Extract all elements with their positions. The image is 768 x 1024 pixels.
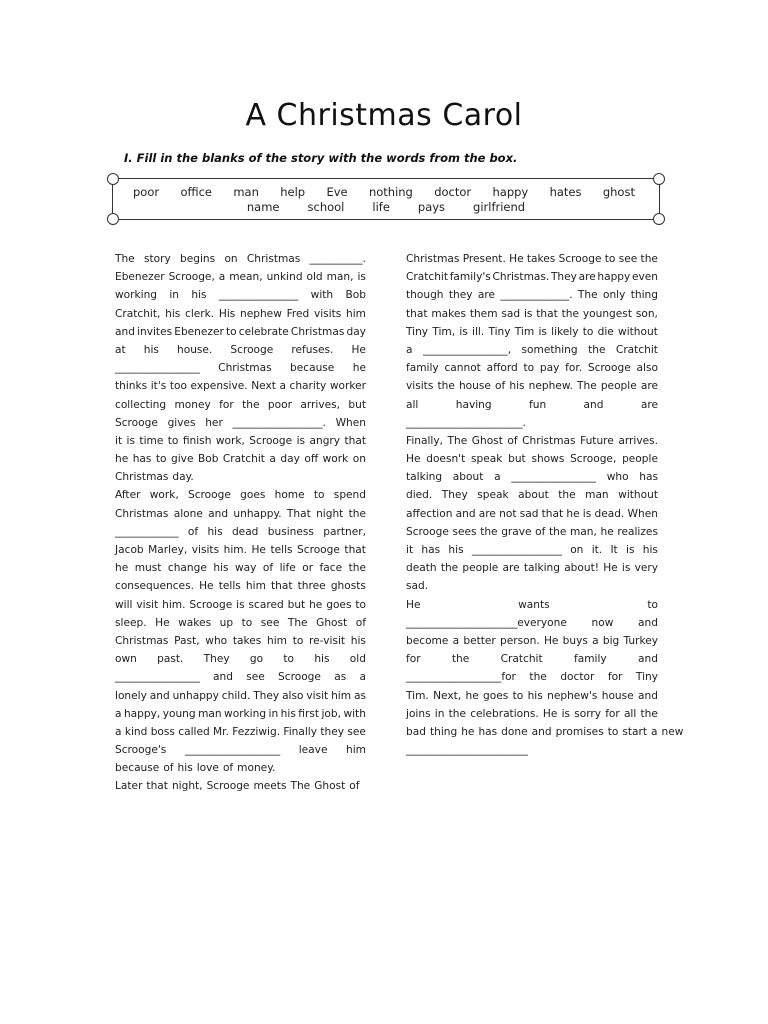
story-line: visits the house of his nephew. The people are	[406, 380, 658, 393]
word-box-row-1	[113, 185, 659, 199]
story-line: _____________________everyone now and	[406, 616, 658, 629]
exercise-instruction: I. Fill in the blanks of the story with the words from the box.	[124, 151, 518, 165]
story-line: talking about a ________________ who has	[406, 471, 658, 484]
story-line: death the people are talking about! He is very	[406, 562, 658, 575]
story-line: Jacob Marley, visits him. He tells Scrooge that	[115, 544, 366, 556]
word-box-word: girlfriend	[473, 200, 526, 214]
story-line: Christmas day.	[115, 471, 194, 484]
story-line: _______________________	[406, 744, 528, 757]
story-line: The story begins on Christmas __________.	[115, 253, 366, 265]
story-line: he has to give Bob Cratchit a day off work on	[115, 453, 366, 466]
story-line: it is time to finish work, Scrooge is angry that	[115, 434, 366, 447]
word-box-word: man	[233, 185, 259, 199]
word-box-word: hates	[549, 185, 582, 199]
word-box	[112, 178, 660, 220]
word-box-word: Eve	[326, 185, 348, 199]
word-box-row-2	[113, 200, 659, 214]
story-line: ______________________.	[406, 416, 526, 429]
corner-notch	[107, 213, 119, 225]
story-line: that makes them sad is that the youngest son,	[406, 307, 658, 320]
story-line: he must change his way of life or face the	[115, 562, 366, 575]
story-line: become a better person. He buys a big Turkey	[406, 634, 658, 647]
story-line: Christmas Present. He takes Scrooge to see the	[406, 253, 658, 265]
story-line: Finally, The Ghost of Christmas Future arrives.	[406, 434, 658, 447]
word-box-word: office	[180, 185, 213, 199]
story-line: Cratchit family's Christmas. They are happy even	[406, 271, 658, 284]
story-line: ________________ and see Scrooge as a	[115, 671, 366, 684]
word-box-word: life	[372, 200, 390, 214]
word-box-word: nothing	[368, 185, 413, 199]
corner-notch	[653, 213, 665, 225]
story-line: ____________ of his dead business partner,	[115, 525, 366, 538]
story-line: Scrooge gives her _________________. When	[115, 416, 366, 429]
story-line: Scrooge sees the grave of the man, he realizes	[406, 525, 658, 538]
story-line: because of his love of money.	[115, 762, 276, 775]
word-box-word: ghost	[602, 185, 635, 199]
story-line: died. They speak about the man without	[406, 489, 658, 502]
document-title: A Christmas Carol	[245, 98, 523, 133]
story-line: affection and are not sad that he is dead. When	[406, 507, 658, 520]
story-line: collecting money for the poor arrives, but	[115, 398, 366, 411]
story-line: Scrooge's __________________ leave him	[115, 744, 366, 757]
story-line: Tim. Next, he goes to his nephew's house and	[406, 689, 658, 702]
story-line: for the Cratchit family and	[406, 653, 658, 666]
story-line: Christmas alone and unhappy. That night the	[115, 507, 366, 520]
story-line: a kind boss called Mr. Fezziwig. Finally they see	[115, 725, 366, 738]
story-line: a happy, young man working in his first job, with	[115, 707, 366, 720]
word-box-word: pays	[417, 200, 446, 214]
corner-notch	[653, 173, 665, 185]
word-box-word: doctor	[434, 185, 472, 199]
story-line: ________________ Christmas because he	[115, 362, 366, 375]
story-line: Ebenezer Scrooge, a mean, unkind old man, is	[115, 271, 366, 284]
story-line: thinks it's too expensive. Next a charity worker	[115, 380, 366, 393]
story-line: own past. They go to his old	[115, 653, 366, 666]
story-line: Tiny Tim, is ill. Tiny Tim is likely to die without	[406, 325, 658, 338]
word-box-word: name	[246, 200, 280, 214]
word-box-word: happy	[492, 185, 529, 199]
story-line: lonely and unhappy child. They also visit him as	[115, 689, 366, 702]
story-line: __________________for the doctor for Tiny	[406, 671, 658, 684]
story-line: Cratchit, his clerk. His nephew Fred visits him	[115, 307, 366, 320]
story-line: and invites Ebenezer to celebrate Christmas day	[115, 325, 366, 338]
story-left-column	[115, 250, 366, 796]
story-line: joins in the celebrations. He is sorry for all the	[406, 707, 658, 720]
corner-notch	[107, 173, 119, 185]
word-box-word: school	[307, 200, 345, 214]
story-line: Later that night, Scrooge meets The Ghost of	[115, 780, 360, 793]
story-line: Christmas Past, who takes him to re-visit his	[115, 634, 366, 647]
story-line: all having fun and are	[406, 398, 658, 411]
story-line: consequences. He tells him that three ghosts	[115, 580, 366, 593]
story-line: at his house. Scrooge refuses. He	[115, 343, 366, 356]
story-line: it has his _________________ on it. It is his	[406, 544, 658, 556]
story-line: sleep. He wakes up to see The Ghost of	[115, 616, 366, 629]
story-line: a ________________, something the Cratchit	[406, 343, 658, 356]
story-line: family cannot afford to pay for. Scrooge also	[406, 362, 658, 375]
story-line: will visit him. Scrooge is scared but he goes to	[115, 598, 366, 611]
word-box-word: help	[280, 185, 306, 199]
story-line: After work, Scrooge goes home to spend	[115, 489, 366, 502]
story-line: He doesn't speak but shows Scrooge, people	[406, 453, 658, 466]
story-line: working in his _______________ with Bob	[115, 289, 366, 302]
story-line: though they are _____________. The only thing	[406, 289, 658, 302]
word-box-word: poor	[133, 185, 160, 199]
story-line: He wants to	[406, 598, 658, 611]
story-line: sad.	[406, 580, 429, 593]
story-right-column	[406, 250, 684, 759]
story-line: bad thing he has done and promises to start a new	[406, 725, 684, 738]
